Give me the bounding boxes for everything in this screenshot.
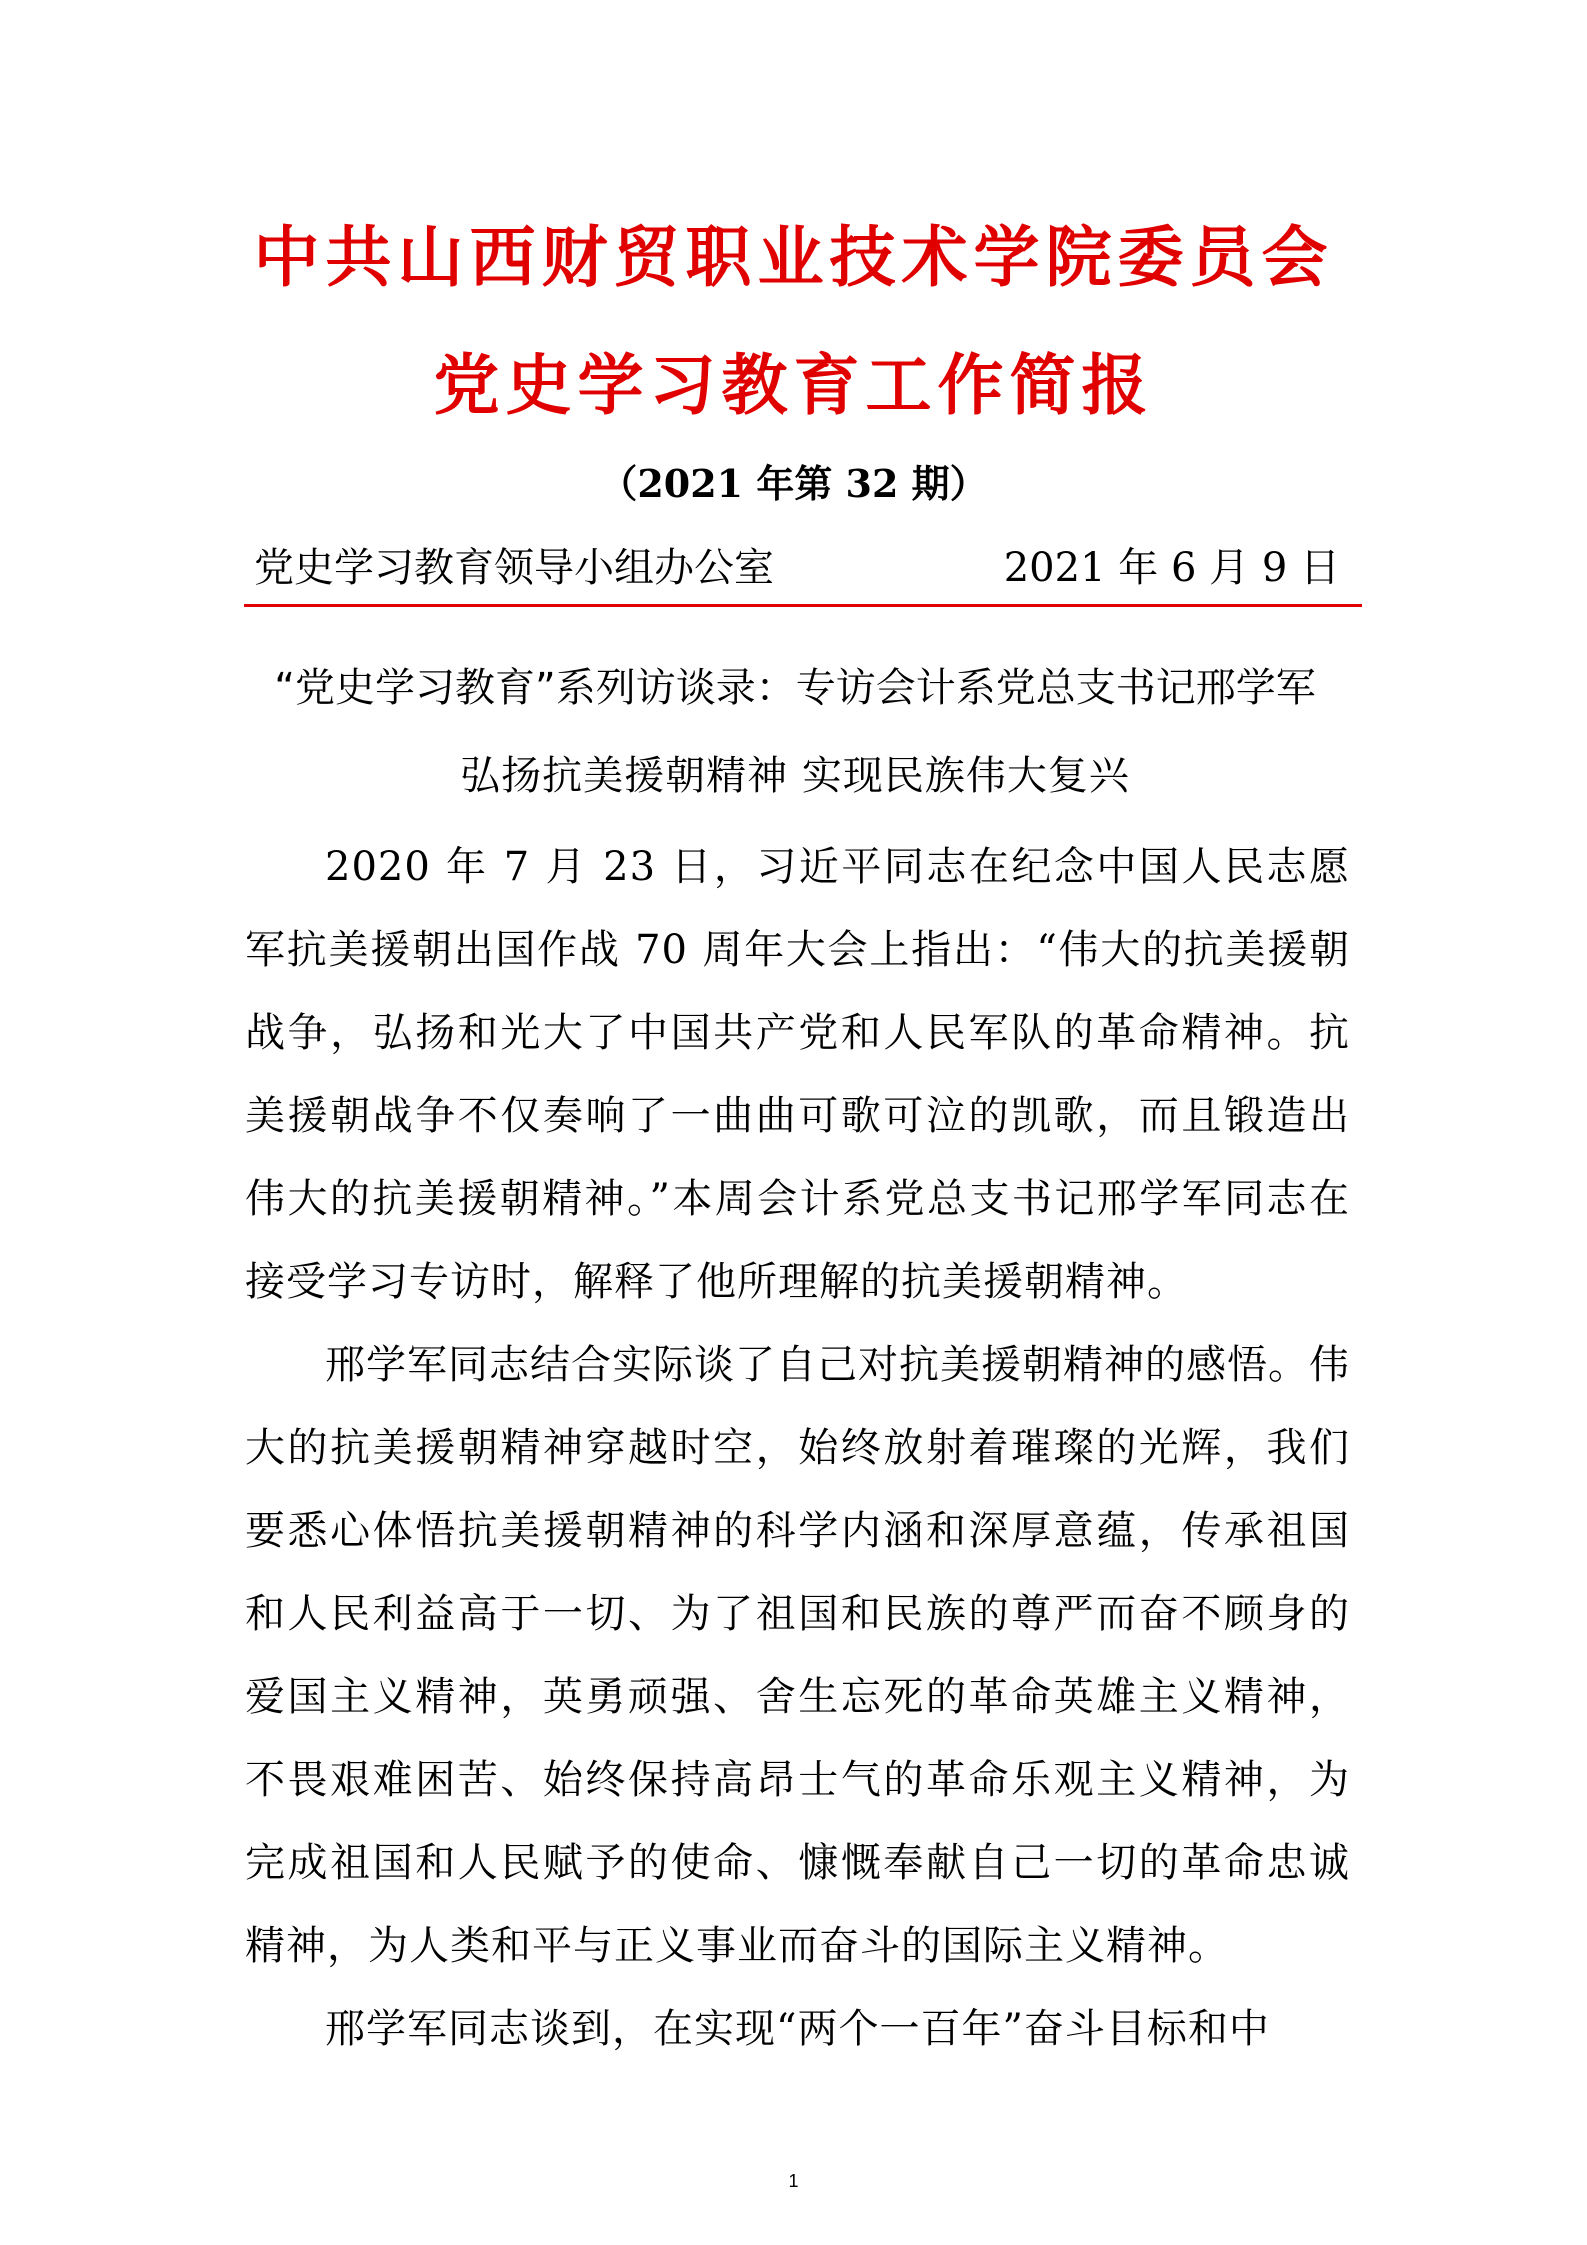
issue-number: （2021 年第 32 期） bbox=[599, 461, 988, 506]
article-headline: 弘扬抗美援朝精神 实现民族伟大复兴 bbox=[460, 753, 1130, 799]
body-paragraph: 2020 年 7 月 23 日，习近平同志在纪念中国人民志愿军抗美援朝出国作战 70 周年大会上指出：“伟大的抗美援朝战争，弘扬和光大了中国共产党和人民军队的革命精神。抗美援朝战争不仅奏响了一曲曲可歌可泣的凯歌，而且锻造出伟大的抗美援朝精神。”本周会计系党总支书记邢学军同志在接受学习专访时，解释了他所理解的抗美援朝精神。 bbox=[245, 844, 1350, 1305]
series-title: “党史学习教育”系列访谈录：专访会计系党总支书记邢学军 bbox=[274, 665, 1316, 711]
document-title-line1: 中共山西财贸职业技术学院委员会 bbox=[253, 218, 1334, 296]
page-number: 1 bbox=[788, 2171, 799, 2191]
issue-date: 2021 年 6 月 9 日 bbox=[1003, 545, 1340, 591]
document-title-line2: 党史学习教育工作简报 bbox=[433, 346, 1154, 424]
issuing-office: 党史学习教育领导小组办公室 bbox=[254, 545, 774, 591]
body-paragraph: 邢学军同志谈到，在实现“两个一百年”奋斗目标和中 bbox=[325, 2006, 1270, 2052]
article-body bbox=[245, 826, 1350, 2071]
red-divider-line bbox=[244, 604, 1362, 607]
body-paragraph: 邢学军同志结合实际谈了自己对抗美援朝精神的感悟。伟大的抗美援朝精神穿越时空，始终放射着璀璨的光辉，我们要悉心体悟抗美援朝精神的科学内涵和深厚意蕴，传承祖国和人民利益高于一切、为了祖国和民族的尊严而奋不顾身的爱国主义精神，英勇顽强、舍生忘死的革命英雄主义精神，不畏艰难困苦、始终保持高昂士气的革命乐观主义精神，为完成祖国和人民赋予的使命、慷慨奉献自己一切的革命忠诚精神，为人类和平与正义事业而奋斗的国际主义精神。 bbox=[245, 1342, 1350, 1969]
